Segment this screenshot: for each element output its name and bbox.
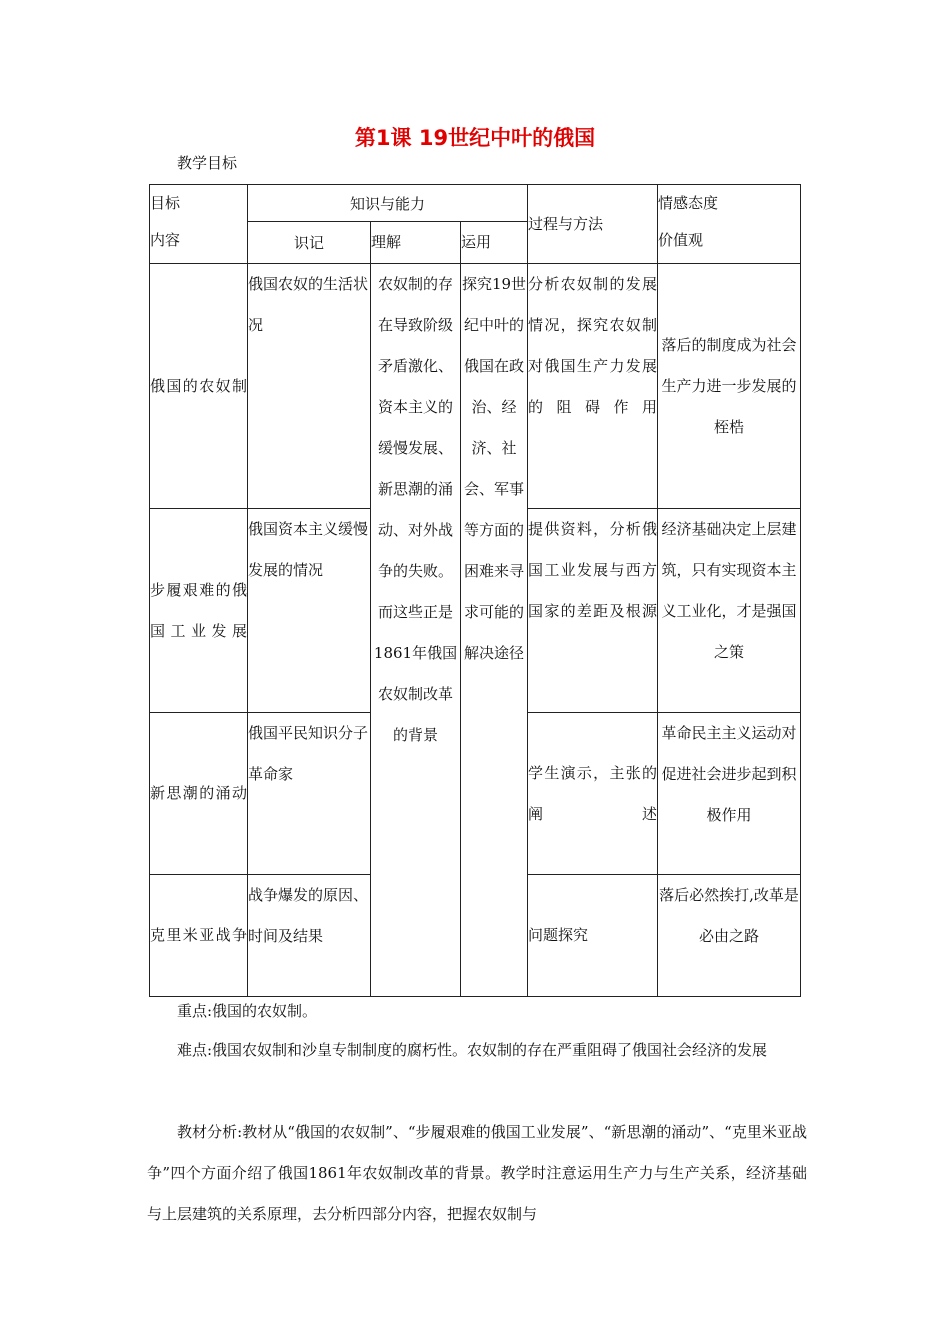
row2-process: 提供资料，分析俄国工业发展与西方国家的差距及根源 <box>528 509 658 713</box>
header-understand: 理解 <box>371 222 461 264</box>
row4-topic: 克里米亚战争 <box>150 875 248 997</box>
row1-topic: 俄国的农奴制 <box>150 264 248 509</box>
difficulty: 难点:俄国农奴制和沙皇专制制度的腐朽性。农奴制的存在严重阻碍了俄国社会经济的发展 <box>177 1041 768 1059</box>
row4-recall: 战争爆发的原因、时间及结果 <box>248 875 371 997</box>
row4-emotion: 落后必然挨打,改革是必由之路 <box>658 875 801 997</box>
row3-recall: 俄国平民知识分子革命家 <box>248 713 371 875</box>
header-target: 目标 <box>150 194 181 212</box>
header-apply: 运用 <box>461 222 528 264</box>
teaching-goals-heading: 教学目标 <box>177 154 238 172</box>
header-emotion: 情感态度 <box>658 194 719 212</box>
row1-process: 分析农奴制的发展情况，探究农奴制对俄国生产力发展的阻碍作用 <box>528 264 658 509</box>
row1-recall: 俄国农奴的生活状况 <box>248 264 371 509</box>
teaching-goals-table <box>149 184 801 997</box>
row3-topic: 新思潮的涌动 <box>150 713 248 875</box>
header-target-cell <box>150 185 248 264</box>
row1-emotion: 落后的制度成为社会生产力进一步发展的桎梏 <box>658 264 801 509</box>
header-content: 内容 <box>150 231 181 249</box>
row3-process: 学生演示，主张的阐述 <box>528 713 658 875</box>
header-emotion-cell <box>658 185 801 264</box>
header-process: 过程与方法 <box>528 185 658 264</box>
row2-emotion: 经济基础决定上层建筑，只有实现资本主义工业化，才是强国之策 <box>658 509 801 713</box>
header-recall: 识记 <box>248 222 371 264</box>
apply-cell: 探究19世纪中叶的俄国在政治、经济、社会、军事等方面的困难来寻求可能的解决途径 <box>461 264 528 997</box>
lesson-title: 第1课 19世纪中叶的俄国 <box>354 126 596 150</box>
row4-process: 问题探究 <box>528 875 658 997</box>
row2-recall: 俄国资本主义缓慢发展的情况 <box>248 509 371 713</box>
row3-emotion: 革命民主主义运动对促进社会进步起到积极作用 <box>658 713 801 875</box>
header-values: 价值观 <box>658 231 704 249</box>
understand-cell: 农奴制的存在导致阶级矛盾激化、资本主义的缓慢发展、新思潮的涌动、对外战争的失败。而这些正是1861年俄国农奴制改革的背景 <box>371 264 461 997</box>
row2-topic: 步履艰难的俄国工业发展 <box>150 509 248 713</box>
key-point: 重点:俄国的农奴制。 <box>177 1002 318 1020</box>
material-analysis: 教材分析:教材从“俄国的农奴制”、“步履艰难的俄国工业发展”、“新思潮的涌动”、“克里米亚战争”四个方面介绍了俄国1861年农奴制改革的背景。教学时注意运用生产力与生产关系，经济基础与上层建筑的关系原理，去分析四部分内容，把握农奴制与 <box>147 1123 807 1223</box>
header-knowledge: 知识与能力 <box>248 185 528 222</box>
